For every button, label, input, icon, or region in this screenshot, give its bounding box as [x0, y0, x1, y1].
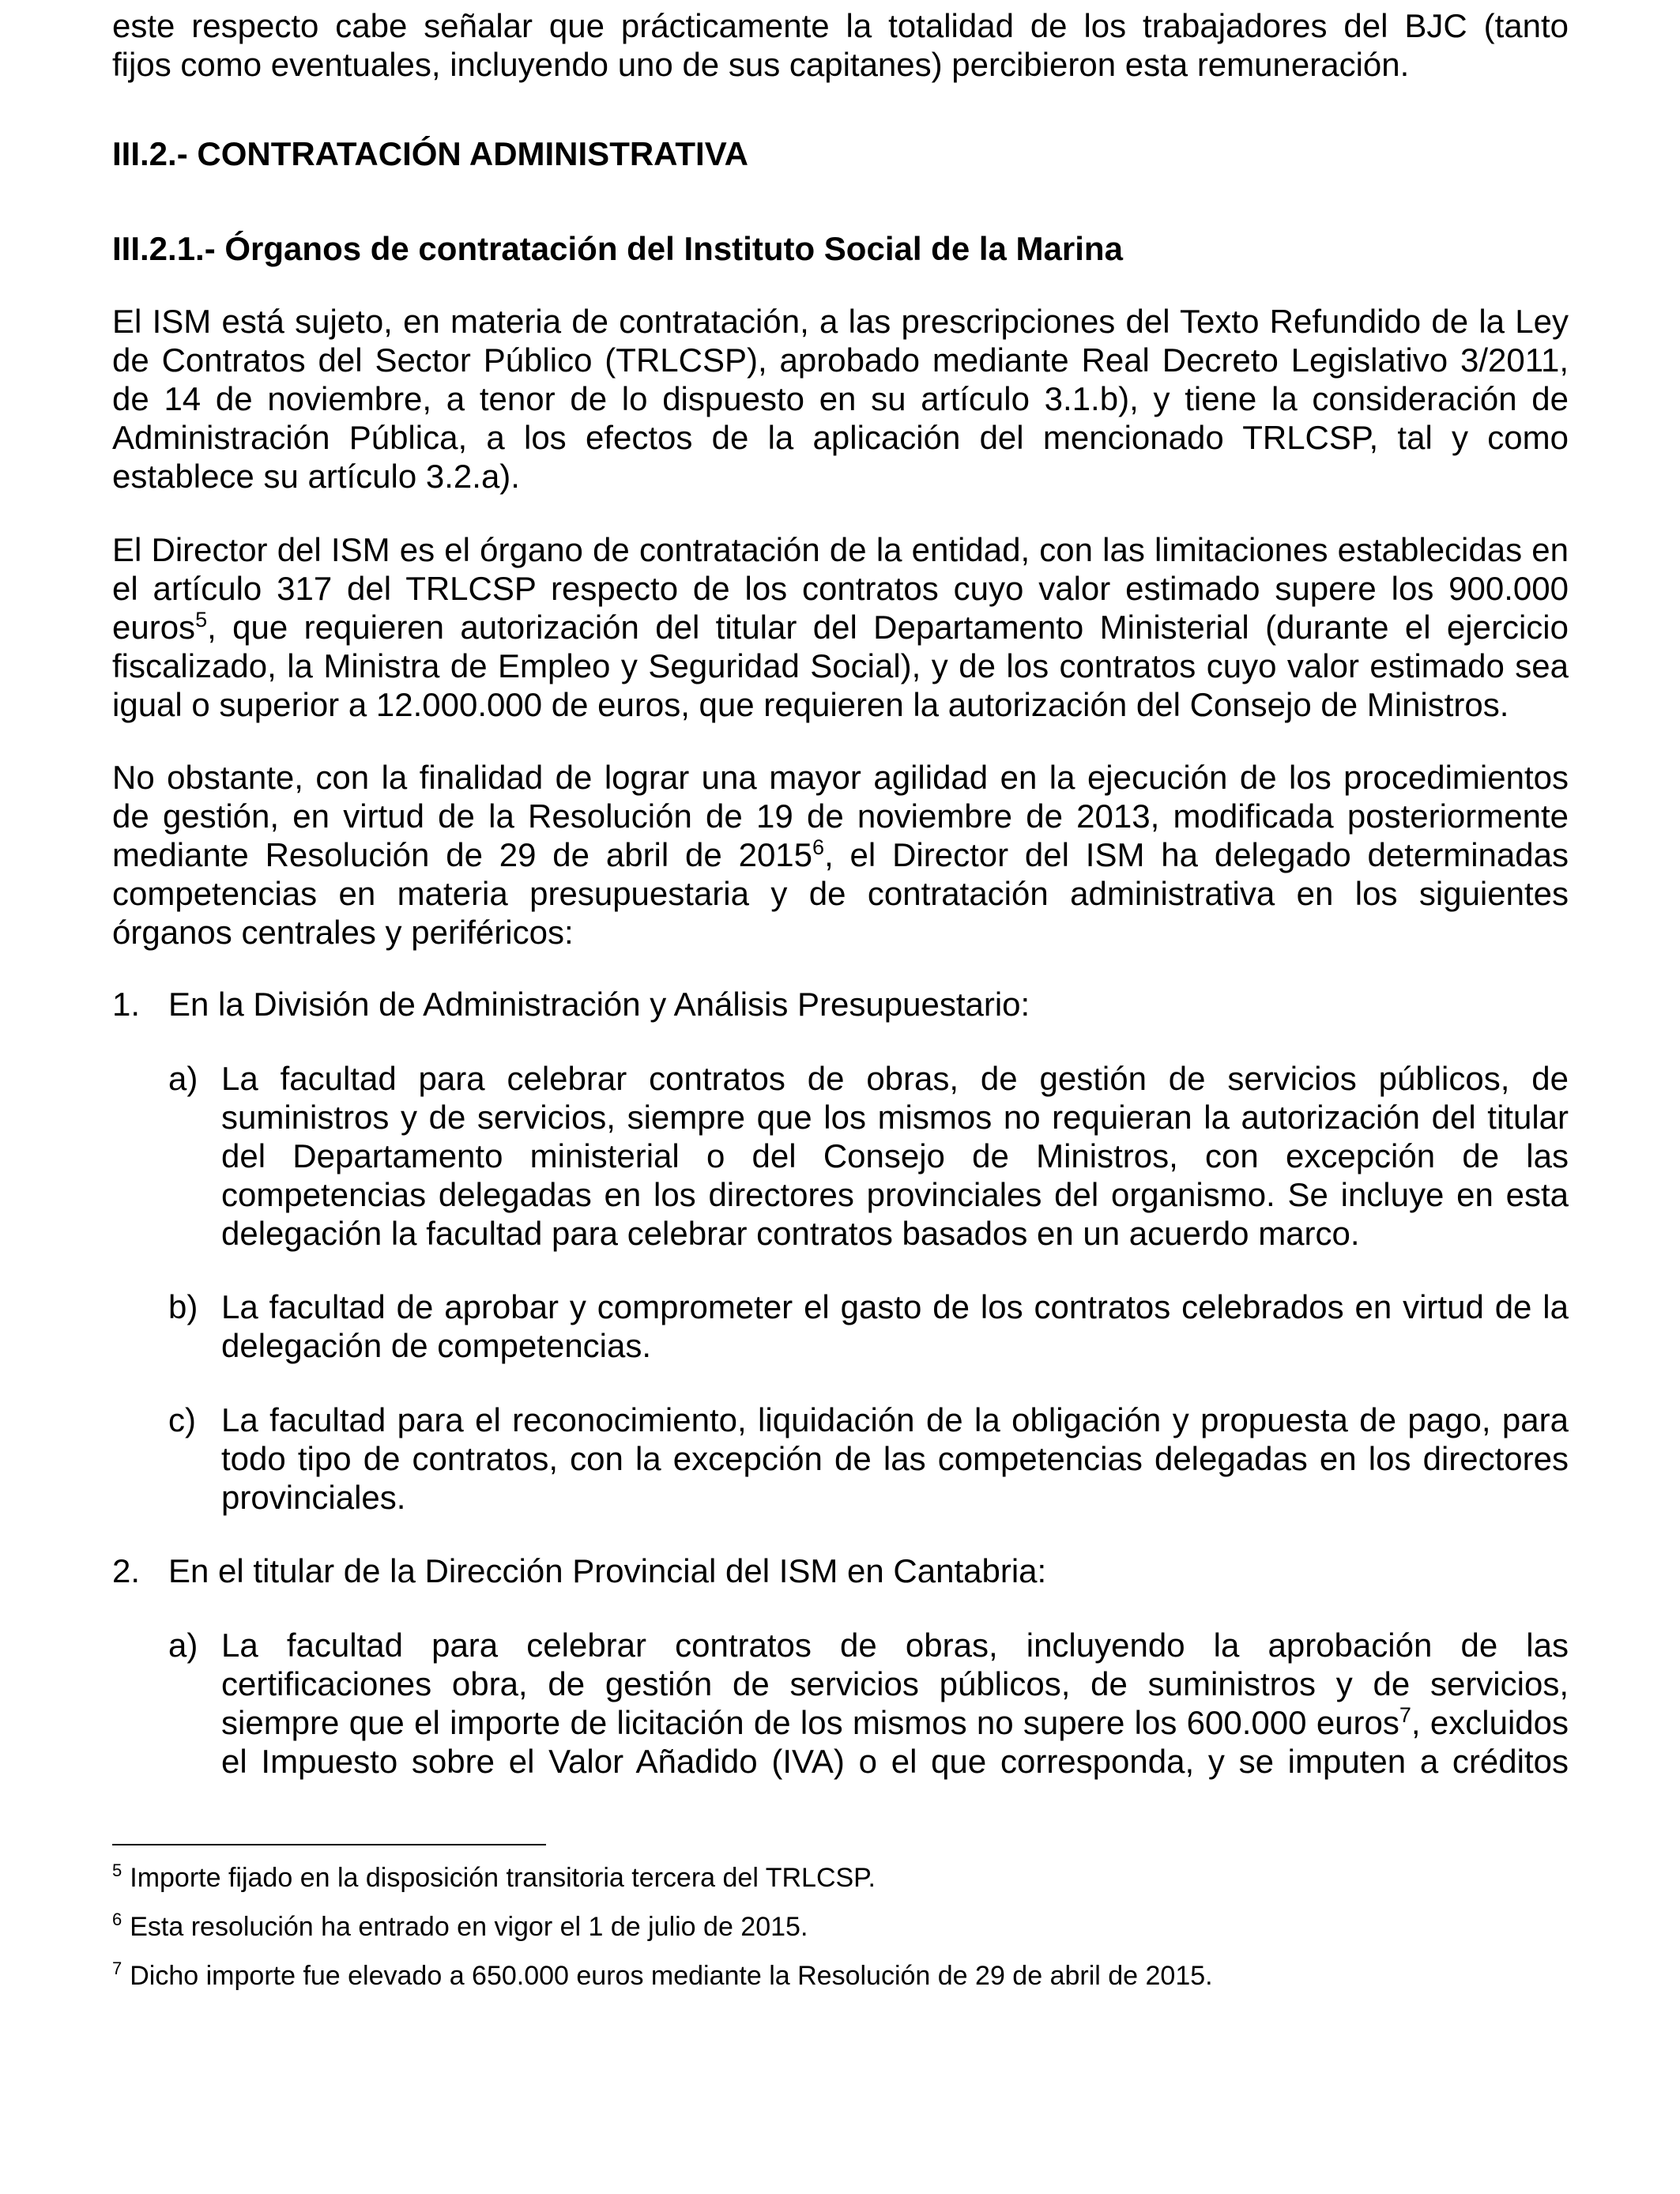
section-heading: III.2.- CONTRATACIÓN ADMINISTRATIVA — [112, 135, 748, 172]
line-text: , el Director del ISM ha delegado determinadas — [824, 836, 1569, 873]
footnote-number: 7 — [112, 1958, 122, 1978]
list-item-text: En la División de Administración y Análisis Presupuestario: — [168, 986, 1030, 1023]
footnote-text: Importe fijado en la disposición transitoria tercera del TRLCSP. — [130, 1863, 876, 1893]
list-item-text: En el titular de la Dirección Provincial del ISM en Cantabria: — [168, 1552, 1047, 1589]
subitem-line: todo tipo de contratos, con la excepción de las competencias delegadas en los directores — [221, 1440, 1569, 1477]
footnote-7 — [112, 1960, 1569, 1992]
paragraph-line: de Contratos del Sector Público (TRLCSP), aprobado mediante Real Decreto Legislativo 3/2011, — [112, 341, 1569, 379]
subitem-line: suministros y de servicios, siempre que los mismos no requieran la autorización del titular — [221, 1099, 1569, 1136]
paragraph-1 — [112, 302, 1569, 496]
subitem-line: La facultad para celebrar contratos de obras, de gestión de servicios públicos, de — [221, 1060, 1569, 1097]
paragraph-line: de 14 de noviembre, a tenor de lo dispuesto en su artículo 3.1.b), y tiene la consideración de — [112, 380, 1569, 417]
paragraph-line — [112, 608, 1569, 647]
subitem-line: competencias delegadas en los directores provinciales del organismo. Se incluye en esta — [221, 1176, 1569, 1213]
paragraph-line: Administración Pública, a los efectos de la aplicación del mencionado TRLCSP, tal y como — [112, 419, 1569, 456]
list-item-1 — [112, 985, 1569, 1023]
footnotes — [112, 1862, 1569, 2009]
subitem-line: del Departamento ministerial o del Consejo de Ministros, con excepción de las — [221, 1137, 1569, 1174]
subitem-label: a) — [168, 1627, 198, 1664]
footnote-separator — [112, 1844, 546, 1845]
subsection-heading: III.2.1.- Órganos de contratación del Instituto Social de la Marina — [112, 230, 1123, 267]
footnote-number: 5 — [112, 1860, 122, 1880]
footnote-6 — [112, 1911, 1569, 1943]
paragraph-line: competencias en materia presupuestaria y de contratación administrativa en los siguientes — [112, 875, 1569, 912]
subitem-line: delegación de competencias. — [221, 1327, 652, 1364]
paragraph-line: igual o superior a 12.000.000 de euros, que requieren la autorización del Consejo de Ministros. — [112, 686, 1509, 723]
line-text: mediante Resolución de 29 de abril de 2015 — [112, 836, 813, 873]
subitem-line: certificaciones obra, de gestión de servicios públicos, de suministros y de servicios, — [221, 1665, 1569, 1702]
paragraph-line — [112, 835, 1569, 874]
list-number: 1. — [112, 986, 141, 1023]
subitem-2a — [112, 1626, 1569, 1781]
subitem-1c — [112, 1400, 1569, 1517]
list-number: 2. — [112, 1552, 141, 1589]
line-text: , que requieren autorización del titular del Departamento Ministerial (durante el ejercicio — [207, 609, 1569, 646]
paragraph-line: fiscalizado, la Ministra de Empleo y Seguridad Social), y de los contratos cuyo valor estimado sea — [112, 647, 1569, 684]
subitem-line: La facultad de aprobar y comprometer el gasto de los contratos celebrados en virtud de la — [221, 1288, 1569, 1325]
document-body — [112, 6, 1569, 1781]
list-item-2 — [112, 1551, 1569, 1590]
footnote-reference: 7 — [1399, 1703, 1411, 1727]
subitem-1a — [112, 1059, 1569, 1253]
footnote-text: Dicho importe fue elevado a 650.000 euros mediante la Resolución de 29 de abril de 2015. — [130, 1961, 1213, 1991]
paragraph-line: establece su artículo 3.2.a). — [112, 458, 520, 495]
footnote-text: Esta resolución ha entrado en vigor el 1 de julio de 2015. — [130, 1912, 808, 1942]
paragraph-3 — [112, 758, 1569, 952]
footnote-number: 6 — [112, 1909, 122, 1929]
paragraph-line: órganos centrales y periféricos: — [112, 914, 574, 951]
subitem-line: La facultad para celebrar contratos de obras, incluyendo la aprobación de las — [221, 1627, 1569, 1664]
paragraph-line: El Director del ISM es el órgano de contratación de la entidad, con las limitaciones establecidas en — [112, 531, 1569, 568]
paragraph-line: No obstante, con la finalidad de lograr una mayor agilidad en la ejecución de los procedimientos — [112, 759, 1569, 796]
line-text: euros — [112, 609, 196, 646]
subitem-line: provinciales. — [221, 1479, 406, 1516]
subitem-label: a) — [168, 1060, 198, 1097]
subitem-line: el Impuesto sobre el Valor Añadido (IVA) o el que corresponda, y se imputen a créditos — [221, 1743, 1569, 1780]
paragraph-2 — [112, 530, 1569, 724]
paragraph-line: este respecto cabe señalar que prácticamente la totalidad de los trabajadores del BJC (tanto — [112, 7, 1569, 44]
subitem-line: La facultad para el reconocimiento, liquidación de la obligación y propuesta de pago, para — [221, 1401, 1569, 1438]
footnote-reference: 6 — [812, 835, 825, 859]
footnote-reference: 5 — [195, 608, 208, 631]
subitem-line: delegación la facultad para celebrar contratos basados en un acuerdo marco. — [221, 1215, 1360, 1252]
paragraph-line: el artículo 317 del TRLCSP respecto de los contratos cuyo valor estimado supere los 900.000 — [112, 570, 1569, 607]
paragraph-line: El ISM está sujeto, en materia de contratación, a las prescripciones del Texto Refundido de la Ley — [112, 303, 1569, 340]
line-text: siempre que el importe de licitación de los mismos no supere los 600.000 euros — [221, 1704, 1399, 1741]
paragraph-line: fijos como eventuales, incluyendo uno de sus capitanes) percibieron esta remuneración. — [112, 46, 1410, 83]
subitem-line — [221, 1703, 1569, 1742]
subitem-label: c) — [168, 1401, 196, 1438]
paragraph-line: de gestión, en virtud de la Resolución de 19 de noviembre de 2013, modificada posteriormente — [112, 797, 1569, 835]
subitem-label: b) — [168, 1288, 198, 1325]
footnote-5 — [112, 1862, 1569, 1894]
subitem-1b — [112, 1287, 1569, 1365]
intro-paragraph — [112, 6, 1569, 84]
line-text: , excluidos — [1411, 1704, 1569, 1741]
